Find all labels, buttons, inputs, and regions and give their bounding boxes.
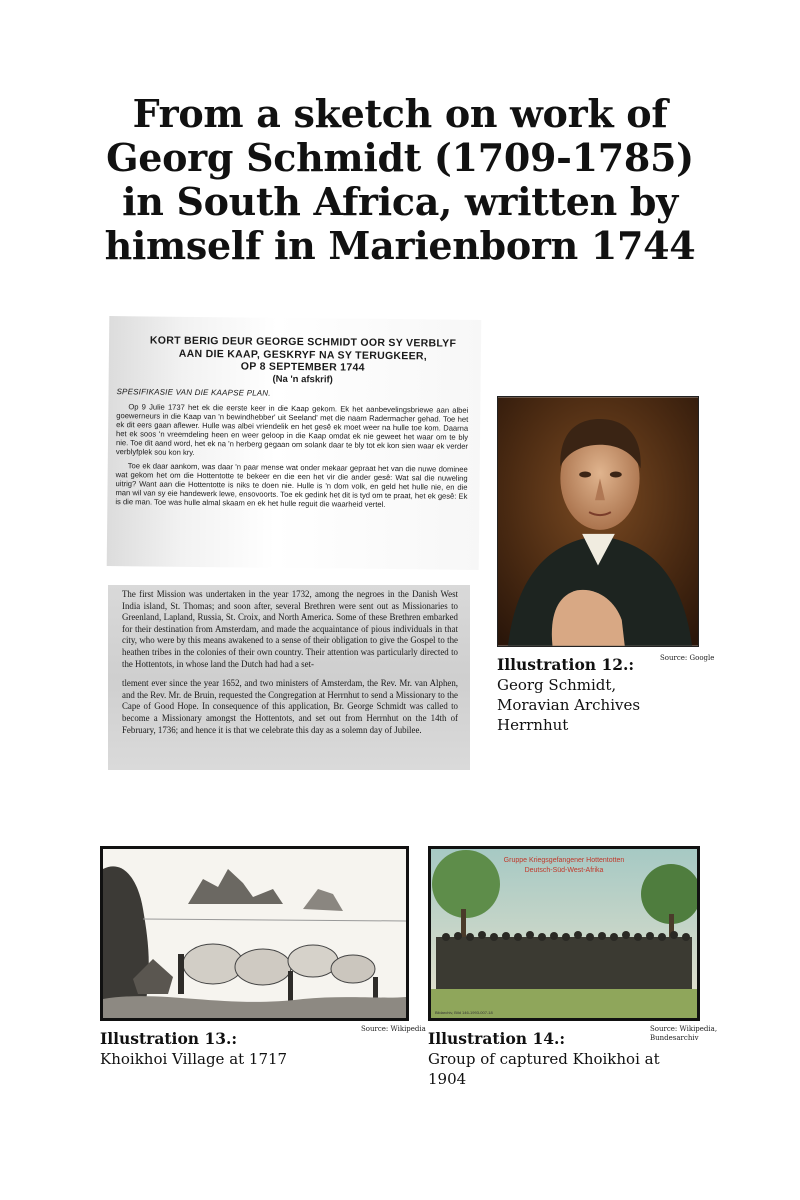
scan-subheading: (Na 'n afskrif) [272, 373, 333, 385]
caption-label: Illustration 12.: [497, 655, 635, 674]
portrait-image [497, 396, 699, 647]
title-line: From a sketch on work of [132, 91, 668, 136]
title-line: Georg Schmidt (1709-1785) [106, 135, 694, 180]
image-imprint: Bildarchiv, Bild 146-1993-007-18 [435, 1010, 493, 1015]
scan-spec-heading: SPESIFIKASIE VAN DIE KAAPSE PLAN. [116, 386, 271, 398]
image-title-line: Gruppe Kriegsgefangener Hottentotten [503, 857, 625, 864]
illustration-13-caption [100, 1029, 400, 1069]
caption-line: 1904 [428, 1070, 467, 1088]
afrikaans-text-scan [107, 316, 482, 570]
caption-line: Group of captured Khoikhoi at [428, 1050, 660, 1068]
scan-heading-line: AAN DIE KAAP, GESKRYF NA SY TERUGKEER, [178, 347, 428, 362]
caption-line: Khoikhoi Village at 1717 [100, 1050, 288, 1068]
image-source: Source: Google [660, 654, 715, 662]
scan-paragraph: tlement ever since the year 1652, and two ministers of Amsterdam, the Rev. Mr. van Alphen, and the Rev. Mr. de Bruin, requested the Congregation at Herrnhut to send a Missionary to the Cape of Good Hope. In consequence of this application, Br. George Schmidt was called to become a Missionary amongst the Hottentots, and set out from Herrnhut on the 14th of February, 1736; and hence it is that we celebrate this day as a solemn day of Jubilee. [122, 678, 458, 735]
image-source-line: Bundesarchiv [650, 1034, 699, 1042]
caption-line: Moravian Archives [497, 696, 641, 714]
caption-line: Georg Schmidt, [497, 676, 617, 694]
scan-heading [117, 334, 469, 375]
scan-paragraph: Op 9 Julie 1737 het ek die eerste keer in die Kaap gekom. Ek het aanbevelingsbriewe aan albei goewerneurs in die Kaap van 'n bewindhebber' uit Seeland' met die naam Radermacher gehad. Toe het ek dit eers gaan aflewer. Hulle was albei vriendelik en het gesê ek moet weer na hulle toe kom. Daarna het ek soos 'n vreemdeling heen en weer geloop in die Kaap omdat ek nie geweet het waar om te bly nie. Toe dit aand word, het ek na 'n herberg gegaan om solank daar te bly tot ek kon sien waar ek verder verblyfplek sou kon kry. [115, 401, 469, 457]
scan-heading-line: KORT BERIG DEUR GEORGE SCHMIDT OOR SY VERBLYF [149, 334, 457, 350]
title-line: himself in Marienborn 1744 [104, 223, 696, 268]
scan-gap [122, 670, 458, 678]
caption-label: Illustration 14.: [428, 1029, 566, 1048]
page-title [60, 92, 740, 268]
english-text-scan [108, 585, 470, 770]
caption-label: Illustration 13.: [100, 1029, 238, 1048]
captured-khoikhoi-image [428, 846, 700, 1021]
title-line: in South Africa, written by [122, 179, 678, 224]
scan-paragraph: Toe ek daar aankom, was daar 'n paar mense wat onder mekaar gepraat het van die nuwe dominee wat gekom het om die Hottentotte te bekeer en die een het vir die ander gesê: Wat sal die nuweling uitrig? Want aan die Hottentotte is niks te doen nie. Hulle is 'n dom volk, en geld het hulle nie, en die man wil van sy eie handewerk lewe, ensovoorts. Toe ek gedink het dit is tyd om te praat, het ek gesê: Ek is die man. Toe was hulle almal skaam en ek het hulle reguit die waarheid vertel. [115, 461, 468, 510]
illustration-12-caption [497, 655, 717, 735]
khoikhoi-village-image [100, 846, 409, 1021]
image-source [650, 1025, 717, 1043]
image-source-line: Source: Wikipedia, [650, 1025, 718, 1033]
image-title-line: Deutsch-Süd-West-Afrika [524, 867, 604, 874]
caption-line: Herrnhut [497, 716, 569, 734]
illustration-14-caption [428, 1029, 678, 1089]
scan-paragraph: The first Mission was undertaken in the year 1732, among the negroes in the Danish West India island, St. Thomas; and soon after, several Brethren were sent out as Missionaries to Greenland, Lapland, Russia, St. Croix, and North America. Some of these Brethren embarked for their destination from Amsterdam, and made the acquaintance of pious individuals in that city, who were by this means awakened to a sense of their obligation to give the Gospel to the heathen tribes in the colonies of their own country. Their attention was particularly directed to the Hottentots, in whose land the Dutch had had a set- [122, 589, 458, 669]
image-source: Source: Wikipedia [361, 1025, 426, 1033]
scan-heading-line: OP 8 SEPTEMBER 1744 [240, 360, 365, 374]
